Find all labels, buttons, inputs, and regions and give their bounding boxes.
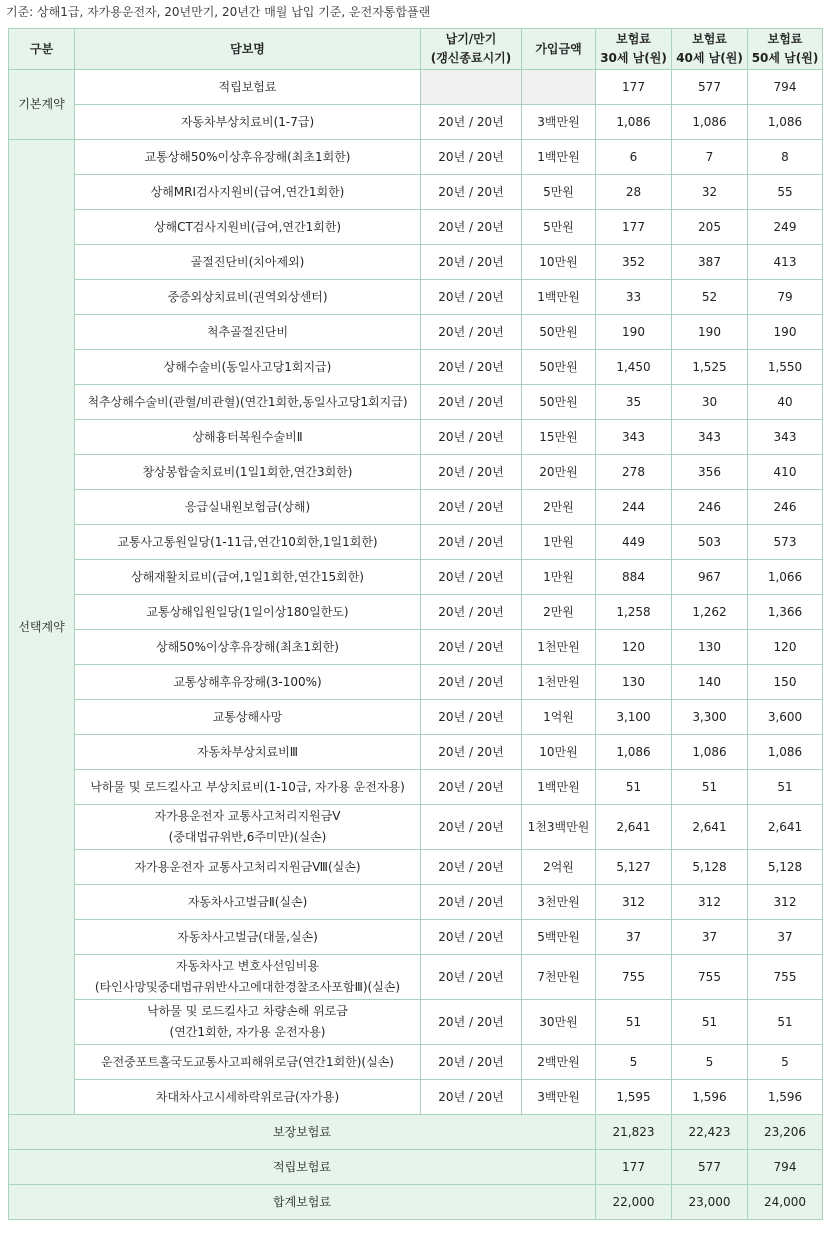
premium-30-cell: 278 [596,455,672,490]
amount-cell: 5만원 [522,175,596,210]
premium-30-cell: 190 [596,315,672,350]
amount-cell: 1천3백만원 [522,805,596,850]
premium-40-cell: 140 [672,665,748,700]
header-category: 구분 [9,29,75,70]
amount-cell: 2억원 [522,850,596,885]
table-row [9,700,823,735]
coverage-name [75,805,421,850]
term-cell: 20년 / 20년 [421,385,522,420]
premium-50-cell: 51 [748,770,823,805]
term-cell: 20년 / 20년 [421,770,522,805]
term-cell: 20년 / 20년 [421,315,522,350]
coverage-name-line1: 자동차사고 변호사선임비용 [176,959,319,973]
coverage-name-line2: (타인사망및중대법규위반사고에대한경찰조사포함Ⅲ)(실손) [94,980,401,994]
coverage-name: 적립보험료 [75,70,421,105]
coverage-name: 상해CT검사지원비(급여,연간1회한) [75,210,421,245]
table-row [9,885,823,920]
term-cell: 20년 / 20년 [421,455,522,490]
premium-50-cell: 249 [748,210,823,245]
premium-30-cell: 177 [596,210,672,245]
total-row [9,1115,823,1150]
table-row [9,630,823,665]
coverage-name: 교통상해사망 [75,700,421,735]
premium-40-cell: 1,596 [672,1080,748,1115]
table-row [9,850,823,885]
term-cell: 20년 / 20년 [421,1045,522,1080]
term-cell: 20년 / 20년 [421,805,522,850]
amount-cell: 1억원 [522,700,596,735]
table-caption: 기준: 상해1급, 자가용운전자, 20년만기, 20년간 매월 납입 기준, 운전자통합플랜 [6,5,431,19]
premium-40-cell: 205 [672,210,748,245]
premium-40-cell: 51 [672,770,748,805]
total-premium-50: 794 [748,1150,823,1185]
coverage-name: 상해MRI검사지원비(급여,연간1회한) [75,175,421,210]
amount-cell: 3백만원 [522,1080,596,1115]
premium-30-cell: 177 [596,70,672,105]
premium-30-cell: 1,258 [596,595,672,630]
coverage-name: 척추상해수술비(관혈/비관혈)(연간1회한,동일사고당1회지급) [75,385,421,420]
premium-30-cell: 28 [596,175,672,210]
premium-30-cell: 1,086 [596,105,672,140]
term-cell: 20년 / 20년 [421,105,522,140]
term-cell: 20년 / 20년 [421,955,522,1000]
table-row [9,525,823,560]
amount-cell: 2만원 [522,595,596,630]
coverage-name: 창상봉합술치료비(1일1회한,연간3회한) [75,455,421,490]
table-row [9,280,823,315]
coverage-name: 교통상해50%이상후유장해(최초1회한) [75,140,421,175]
coverage-name-line1: 자가용운전자 교통사고처리지원금Ⅴ [154,809,341,823]
premium-50-cell: 190 [748,315,823,350]
amount-cell: 30만원 [522,1000,596,1045]
term-cell: 20년 / 20년 [421,140,522,175]
term-cell: 20년 / 20년 [421,1080,522,1115]
table-row [9,490,823,525]
premium-50-cell: 573 [748,525,823,560]
header-row [9,29,823,70]
header-amount: 가입금액 [522,29,596,70]
coverage-name: 교통상해입원일당(1일이상180일한도) [75,595,421,630]
premium-40-cell: 32 [672,175,748,210]
total-premium-50: 23,206 [748,1115,823,1150]
coverage-name: 상해흉터복원수술비Ⅱ [75,420,421,455]
header-premium-40: 보험료 40세 남(원) [672,29,748,70]
premium-30-cell: 1,086 [596,735,672,770]
total-premium-50: 24,000 [748,1185,823,1220]
premium-30-cell: 5 [596,1045,672,1080]
premium-40-cell: 2,641 [672,805,748,850]
term-cell: 20년 / 20년 [421,560,522,595]
premium-30-cell: 1,595 [596,1080,672,1115]
amount-cell: 2백만원 [522,1045,596,1080]
term-cell: 20년 / 20년 [421,630,522,665]
premium-50-cell: 343 [748,420,823,455]
table-row [9,805,823,850]
premium-30-cell: 51 [596,770,672,805]
term-cell: 20년 / 20년 [421,350,522,385]
table-row [9,350,823,385]
table-row [9,420,823,455]
term-cell: 20년 / 20년 [421,850,522,885]
total-premium-30: 21,823 [596,1115,672,1150]
premium-30-cell: 312 [596,885,672,920]
amount-cell: 50만원 [522,350,596,385]
coverage-name: 교통사고통원일당(1-11급,연간10회한,1일1회한) [75,525,421,560]
coverage-name: 골절진단비(치아제외) [75,245,421,280]
coverage-name-line1: 낙하물 및 로드킬사고 차량손해 위로금 [147,1004,348,1018]
table-row [9,560,823,595]
table-row [9,455,823,490]
coverage-name: 자동차사고벌금Ⅱ(실손) [75,885,421,920]
premium-50-cell: 3,600 [748,700,823,735]
premium-30-cell: 130 [596,665,672,700]
premium-50-cell: 40 [748,385,823,420]
premium-40-cell: 1,086 [672,735,748,770]
amount-cell: 50만원 [522,385,596,420]
premium-50-cell: 79 [748,280,823,315]
table-row [9,1045,823,1080]
term-cell: 20년 / 20년 [421,665,522,700]
premium-50-cell: 1,596 [748,1080,823,1115]
coverage-name: 낙하물 및 로드킬사고 부상치료비(1-10급, 자가용 운전자용) [75,770,421,805]
premium-30-cell: 3,100 [596,700,672,735]
amount-cell: 1백만원 [522,140,596,175]
premium-40-cell: 577 [672,70,748,105]
coverage-name: 중증외상치료비(권역외상센터) [75,280,421,315]
premium-40-cell: 3,300 [672,700,748,735]
category-optional: 선택계약 [9,140,75,1115]
term-cell: 20년 / 20년 [421,280,522,315]
amount-cell: 7천만원 [522,955,596,1000]
table-row [9,595,823,630]
amount-cell: 2만원 [522,490,596,525]
total-premium-40: 22,423 [672,1115,748,1150]
table-row [9,665,823,700]
amount-cell: 1백만원 [522,770,596,805]
premium-30-cell: 33 [596,280,672,315]
premium-30-cell: 6 [596,140,672,175]
premium-40-cell: 1,525 [672,350,748,385]
amount-cell: 5만원 [522,210,596,245]
table-row [9,105,823,140]
total-premium-40: 23,000 [672,1185,748,1220]
term-cell: 20년 / 20년 [421,525,522,560]
table-row [9,70,823,105]
premium-40-cell: 130 [672,630,748,665]
premium-30-cell: 352 [596,245,672,280]
term-cell: 20년 / 20년 [421,920,522,955]
total-premium-30: 22,000 [596,1185,672,1220]
total-row [9,1185,823,1220]
table-row [9,315,823,350]
premium-50-cell: 37 [748,920,823,955]
coverage-name-line2: (연간1회한, 자가용 운전자용) [169,1025,326,1039]
amount-cell: 3천만원 [522,885,596,920]
term-cell: 20년 / 20년 [421,1000,522,1045]
premium-30-cell: 2,641 [596,805,672,850]
coverage-name: 척추골절진단비 [75,315,421,350]
premium-40-cell: 755 [672,955,748,1000]
amount-cell: 10만원 [522,735,596,770]
coverage-name-line2: (중대법규위반,6주미만)(실손) [168,830,327,844]
table-row [9,735,823,770]
premium-40-cell: 387 [672,245,748,280]
table-row [9,245,823,280]
table-row [9,140,823,175]
premium-50-cell: 55 [748,175,823,210]
table-row [9,210,823,245]
premium-40-cell: 343 [672,420,748,455]
premium-50-cell: 755 [748,955,823,1000]
term-cell: 20년 / 20년 [421,245,522,280]
premium-30-cell: 37 [596,920,672,955]
premium-50-cell: 1,086 [748,105,823,140]
premium-40-cell: 52 [672,280,748,315]
term-cell: 20년 / 20년 [421,885,522,920]
header-premium-30: 보험료 30세 남(원) [596,29,672,70]
amount-cell: 20만원 [522,455,596,490]
premium-40-cell: 190 [672,315,748,350]
premium-50-cell: 246 [748,490,823,525]
coverage-name: 자동차부상치료비(1-7급) [75,105,421,140]
term-cell [421,70,522,105]
coverage-name: 자동차사고벌금(대물,실손) [75,920,421,955]
amount-cell: 5백만원 [522,920,596,955]
premium-40-cell: 246 [672,490,748,525]
total-row [9,1150,823,1185]
amount-cell: 1만원 [522,525,596,560]
premium-30-cell: 51 [596,1000,672,1045]
premium-40-cell: 1,086 [672,105,748,140]
premium-50-cell: 120 [748,630,823,665]
amount-cell: 50만원 [522,315,596,350]
term-cell: 20년 / 20년 [421,490,522,525]
total-label: 합계보험료 [9,1185,596,1220]
term-cell: 20년 / 20년 [421,210,522,245]
coverage-name [75,1000,421,1045]
total-label: 적립보험료 [9,1150,596,1185]
premium-40-cell: 967 [672,560,748,595]
coverage-name: 상해50%이상후유장해(최초1회한) [75,630,421,665]
premium-30-cell: 35 [596,385,672,420]
premium-40-cell: 5 [672,1045,748,1080]
table-row [9,175,823,210]
premium-40-cell: 1,262 [672,595,748,630]
premium-30-cell: 1,450 [596,350,672,385]
amount-cell: 10만원 [522,245,596,280]
total-premium-30: 177 [596,1150,672,1185]
coverage-name: 자동차부상치료비Ⅲ [75,735,421,770]
term-cell: 20년 / 20년 [421,700,522,735]
premium-50-cell: 1,366 [748,595,823,630]
header-term: 납기/만기 (갱신종료시기) [421,29,522,70]
premium-40-cell: 37 [672,920,748,955]
term-cell: 20년 / 20년 [421,175,522,210]
term-cell: 20년 / 20년 [421,735,522,770]
term-cell: 20년 / 20년 [421,595,522,630]
premium-30-cell: 755 [596,955,672,1000]
premium-50-cell: 51 [748,1000,823,1045]
amount-cell: 1만원 [522,560,596,595]
premium-40-cell: 356 [672,455,748,490]
premium-30-cell: 5,127 [596,850,672,885]
coverage-name: 운전중포트홀국도교통사고피해위로금(연간1회한)(실손) [75,1045,421,1080]
premium-40-cell: 503 [672,525,748,560]
premium-table [8,28,823,1220]
premium-50-cell: 413 [748,245,823,280]
premium-50-cell: 410 [748,455,823,490]
coverage-name: 자가용운전자 교통사고처리지원금Ⅷ(실손) [75,850,421,885]
premium-30-cell: 244 [596,490,672,525]
premium-50-cell: 2,641 [748,805,823,850]
premium-50-cell: 312 [748,885,823,920]
amount-cell: 1천만원 [522,665,596,700]
premium-40-cell: 5,128 [672,850,748,885]
table-row [9,1000,823,1045]
premium-40-cell: 30 [672,385,748,420]
premium-50-cell: 1,550 [748,350,823,385]
coverage-name: 응급실내원보험금(상해) [75,490,421,525]
coverage-name: 교통상해후유장해(3-100%) [75,665,421,700]
amount-cell: 15만원 [522,420,596,455]
premium-50-cell: 1,066 [748,560,823,595]
premium-30-cell: 343 [596,420,672,455]
table-row [9,955,823,1000]
coverage-name: 차대차사고시세하락위로금(자가용) [75,1080,421,1115]
term-cell: 20년 / 20년 [421,420,522,455]
header-coverage: 담보명 [75,29,421,70]
table-row [9,770,823,805]
amount-cell [522,70,596,105]
category-basic: 기본계약 [9,70,75,140]
premium-50-cell: 5,128 [748,850,823,885]
premium-30-cell: 884 [596,560,672,595]
coverage-name: 상해재활치료비(급여,1일1회한,연간15회한) [75,560,421,595]
premium-40-cell: 7 [672,140,748,175]
coverage-name: 상해수술비(동일사고당1회지급) [75,350,421,385]
table-row [9,920,823,955]
table-row [9,1080,823,1115]
total-label: 보장보험료 [9,1115,596,1150]
premium-50-cell: 1,086 [748,735,823,770]
premium-40-cell: 51 [672,1000,748,1045]
amount-cell: 1천만원 [522,630,596,665]
premium-50-cell: 5 [748,1045,823,1080]
header-premium-50: 보험료 50세 남(원) [748,29,823,70]
total-premium-40: 577 [672,1150,748,1185]
amount-cell: 3백만원 [522,105,596,140]
amount-cell: 1백만원 [522,280,596,315]
premium-50-cell: 8 [748,140,823,175]
coverage-name [75,955,421,1000]
table-row [9,385,823,420]
premium-50-cell: 794 [748,70,823,105]
premium-30-cell: 449 [596,525,672,560]
premium-40-cell: 312 [672,885,748,920]
premium-30-cell: 120 [596,630,672,665]
premium-50-cell: 150 [748,665,823,700]
